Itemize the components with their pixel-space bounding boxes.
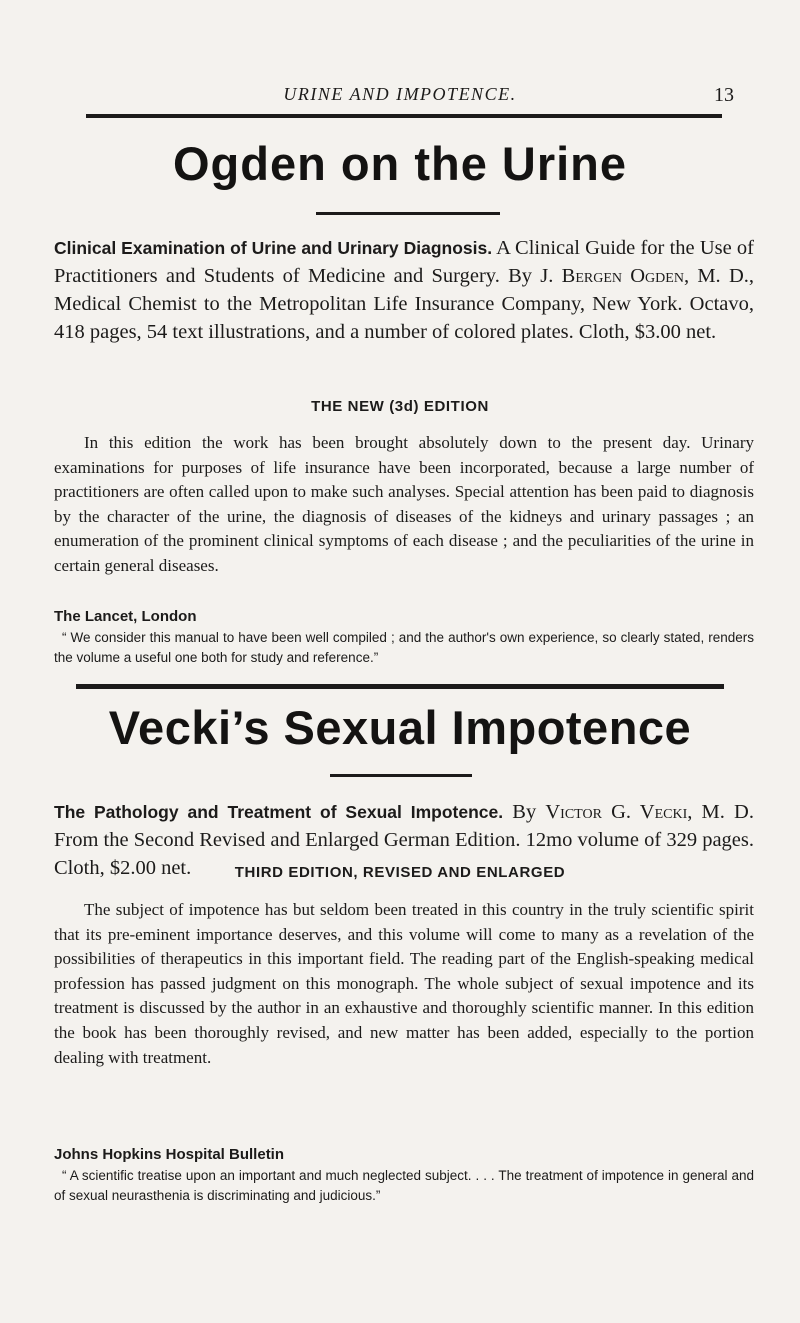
ogden-review-source: The Lancet, London: [54, 608, 197, 625]
vecki-desc-part1: By: [503, 801, 546, 823]
vecki-edition-label: THIRD EDITION, REVISED AND ENLARGED: [234, 864, 566, 881]
vecki-body-text: The subject of impotence has but seldom been treated in this country in the truly scientific spirit that its pre-eminent importance deserves, and this volume will come to many as a revelation of the possibilities of therapeutics in this important field. The reading part of the English-speaking medical profession has passed judgment on this monograph. The whole subject of sexual impotence and its treatment is discussed by the author in an exhaustive and thoroughly scientific manner. In this edition the book has been thoroughly revised, and new matter has been added, especially to the portion dealing with treatment.: [54, 900, 754, 1067]
ogden-author-name: Bergen Ogden: [561, 265, 684, 287]
page-number: 13: [714, 84, 734, 106]
ogden-edition-label: THE NEW (3d) EDITION: [311, 398, 489, 415]
ogden-review-quote: “ We consider this manual to have been well compiled ; and the author's own experience, so clearly stated, renders the volume a useful one both for study and reference.”: [54, 630, 754, 665]
header-rule: [86, 114, 722, 118]
vecki-desc-part2: , M. D. From the Second Revised and Enlarged German Edition. 12mo volume of 329 pages. Cloth, $2.00 net.: [54, 801, 754, 879]
vecki-subtitle: The Pathology and Treatment of Sexual Impotence.: [54, 802, 504, 822]
ogden-heading: Ogden on the Urine: [172, 137, 628, 190]
heading-underline-rule: [330, 774, 472, 777]
heading-underline-rule: [316, 212, 500, 215]
running-head-title: URINE AND IMPOTENCE.: [283, 84, 517, 104]
ogden-body-text: In this edition the work has been brought absolutely down to the present day. Urinary examinations for purposes of life insurance have been incorporated, because a large number of practitioners are often called upon to make such analyses. Special attention has been paid to diagnosis by the character of the urine, the diagnosis of diseases of the kidneys and urinary passages ; an enumeration of the prominent clinical symptoms of each disease ; and the peculiarities of the urine in certain general diseases.: [54, 433, 754, 575]
running-head: [0, 84, 800, 108]
section-divider-rule: [76, 684, 724, 689]
ogden-description: [54, 234, 754, 346]
vecki-author-name: Victor G. Vecki: [545, 801, 688, 823]
ogden-subtitle: Clinical Examination of Urine and Urinary Diagnosis.: [54, 238, 493, 258]
vecki-review-quote: “ A scientific treatise upon an important and much neglected subject. . . . The treatment of impotence in general and of sexual neurasthenia is discriminating and judicious.”: [54, 1168, 754, 1203]
ogden-desc-part2: , M. D., Medical Chemist to the Metropolitan Life Insurance Company, New York. Octavo, 418 pages, 54 text illustrations, and a number of colored plates. Cloth, $3.00 net.: [54, 265, 754, 343]
ogden-desc-part1: A Clinical Guide for the Use of Practitioners and Students of Medicine and Surgery. By J.: [54, 237, 754, 287]
vecki-heading: Vecki’s Sexual Impotence: [108, 701, 692, 754]
vecki-review-source: Johns Hopkins Hospital Bulletin: [54, 1146, 285, 1163]
